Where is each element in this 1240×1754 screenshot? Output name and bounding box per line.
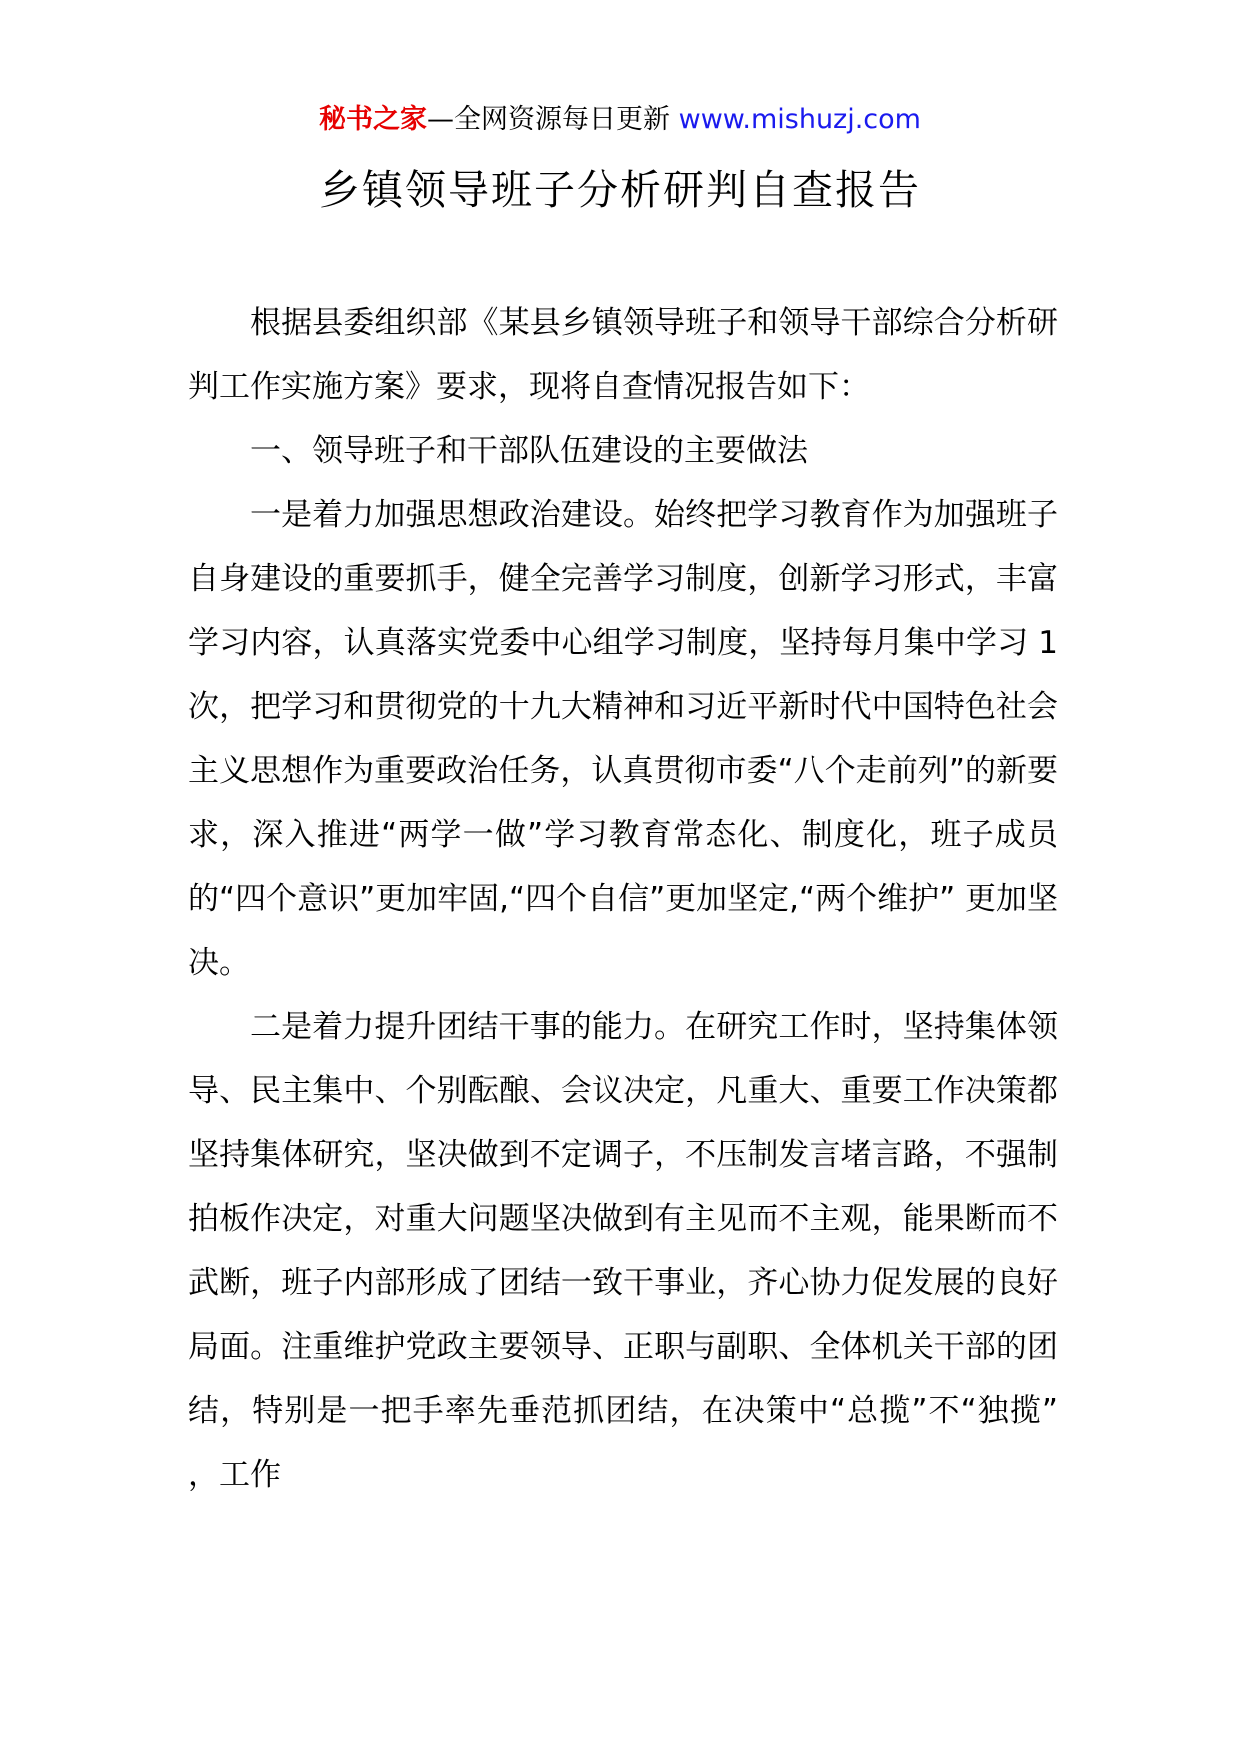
document-title: 乡镇领导班子分析研判自查报告	[319, 166, 921, 214]
section-heading: 一、领导班子和干部队伍建设的主要做法	[250, 433, 808, 469]
document-body	[188, 291, 1058, 1507]
body-paragraph: 一是着力加强思想政治建设。始终把学习教育作为加强班子自身建设的重要抓手，健全完善学习制度，创新学习形式，丰富学习内容，认真落实党委中心组学习制度，坚持每月集中学习 1 次，把学习和贯彻党的十九大精神和习近平新时代中国特色社会主义思想作为重要政治任务，认真贯彻市委“八个走前列”的新要求，深入推进“两学一做”学习教育常态化、制度化，班子成员的“四个意识”更加牢固,“四个自信”更加坚定,“两个维护” 更加坚决。	[188, 497, 1058, 981]
site-url-link[interactable]: www.mishuzj.com	[678, 104, 921, 135]
site-brand: 秘书之家	[319, 104, 428, 135]
site-header	[0, 100, 1240, 140]
body-paragraph: 二是着力提升团结干事的能力。在研究工作时，坚持集体领导、民主集中、个别酝酿、会议决定，凡重大、重要工作决策都坚持集体研究，坚决做到不定调子，不压制发言堵言路，不强制拍板作决定，对重大问题坚决做到有主见而不主观，能果断而不武断，班子内部形成了团结一致干事业，齐心协力促发展的良好局面。注重维护党政主要领导、正职与副职、全体机关干部的团结，特别是一把手率先垂范抓团结，在决策中“总揽”不“独揽” ，工作	[188, 1009, 1058, 1493]
site-tagline: —全网资源每日更新	[427, 104, 679, 135]
intro-paragraph: 根据县委组织部《某县乡镇领导班子和领导干部综合分析研判工作实施方案》要求，现将自查情况报告如下：	[188, 305, 1058, 405]
